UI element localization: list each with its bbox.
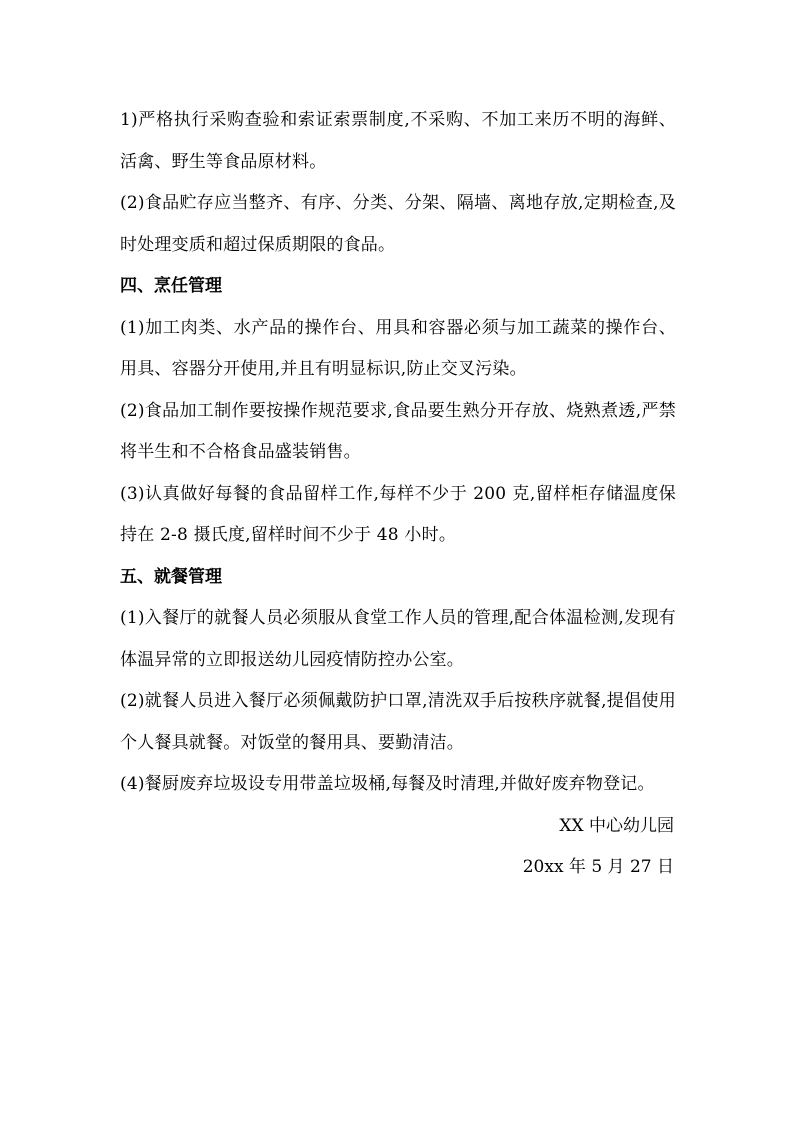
- section-4-heading: 四、烹任管理: [120, 276, 222, 296]
- cooking-rule-3: (3)认真做好每餐的食品留样工作,每样不少于 200 克,留样柜存储温度保持在 2-8 摄氏度,留样时间不少于 48 小时。: [120, 483, 676, 545]
- cooking-rule-1: (1)加工肉类、水产品的操作台、用具和容器必须与加工蔬菜的操作台、用具、容器分开使用,并且有明显标识,防止交叉污染。: [120, 317, 676, 379]
- dining-rule-4: (4)餐厨废弃垃圾设专用带盖垃圾桶,每餐及时清理,并做好废弃物登记。: [120, 774, 655, 794]
- procurement-rule-1: 1)严格执行采购查验和索证索票制度,不采购、不加工来历不明的海鲜、活禽、野生等食品原材料。: [120, 110, 676, 172]
- dining-rule-1: (1)入餐厅的就餐人员必须服从食堂工作人员的管理,配合体温检测,发现有体温异常的立即报送幼儿园疫情防控办公室。: [120, 608, 676, 670]
- signature-organization: XX 中心幼儿园: [559, 815, 674, 836]
- cooking-rule-2: (2)食品加工制作要按操作规范要求,食品要生熟分开存放、烧熟煮透,严禁将半生和不合格食品盛装销售。: [120, 400, 676, 462]
- storage-rule-2: (2)食品贮存应当整齐、有序、分类、分架、隔墙、离地存放,定期检查,及时处理变质和超过保质期限的食品。: [120, 193, 676, 255]
- document-body: [120, 100, 676, 889]
- signature-date: 20xx 年 5 月 27 日: [522, 857, 674, 877]
- section-5-heading: 五、就餐管理: [120, 566, 222, 587]
- dining-rule-2: (2)就餐人员进入餐厅必须佩戴防护口罩,清洗双手后按秩序就餐,提倡使用个人餐具就餐。对饭堂的餐用具、要勤清洁。: [120, 691, 676, 753]
